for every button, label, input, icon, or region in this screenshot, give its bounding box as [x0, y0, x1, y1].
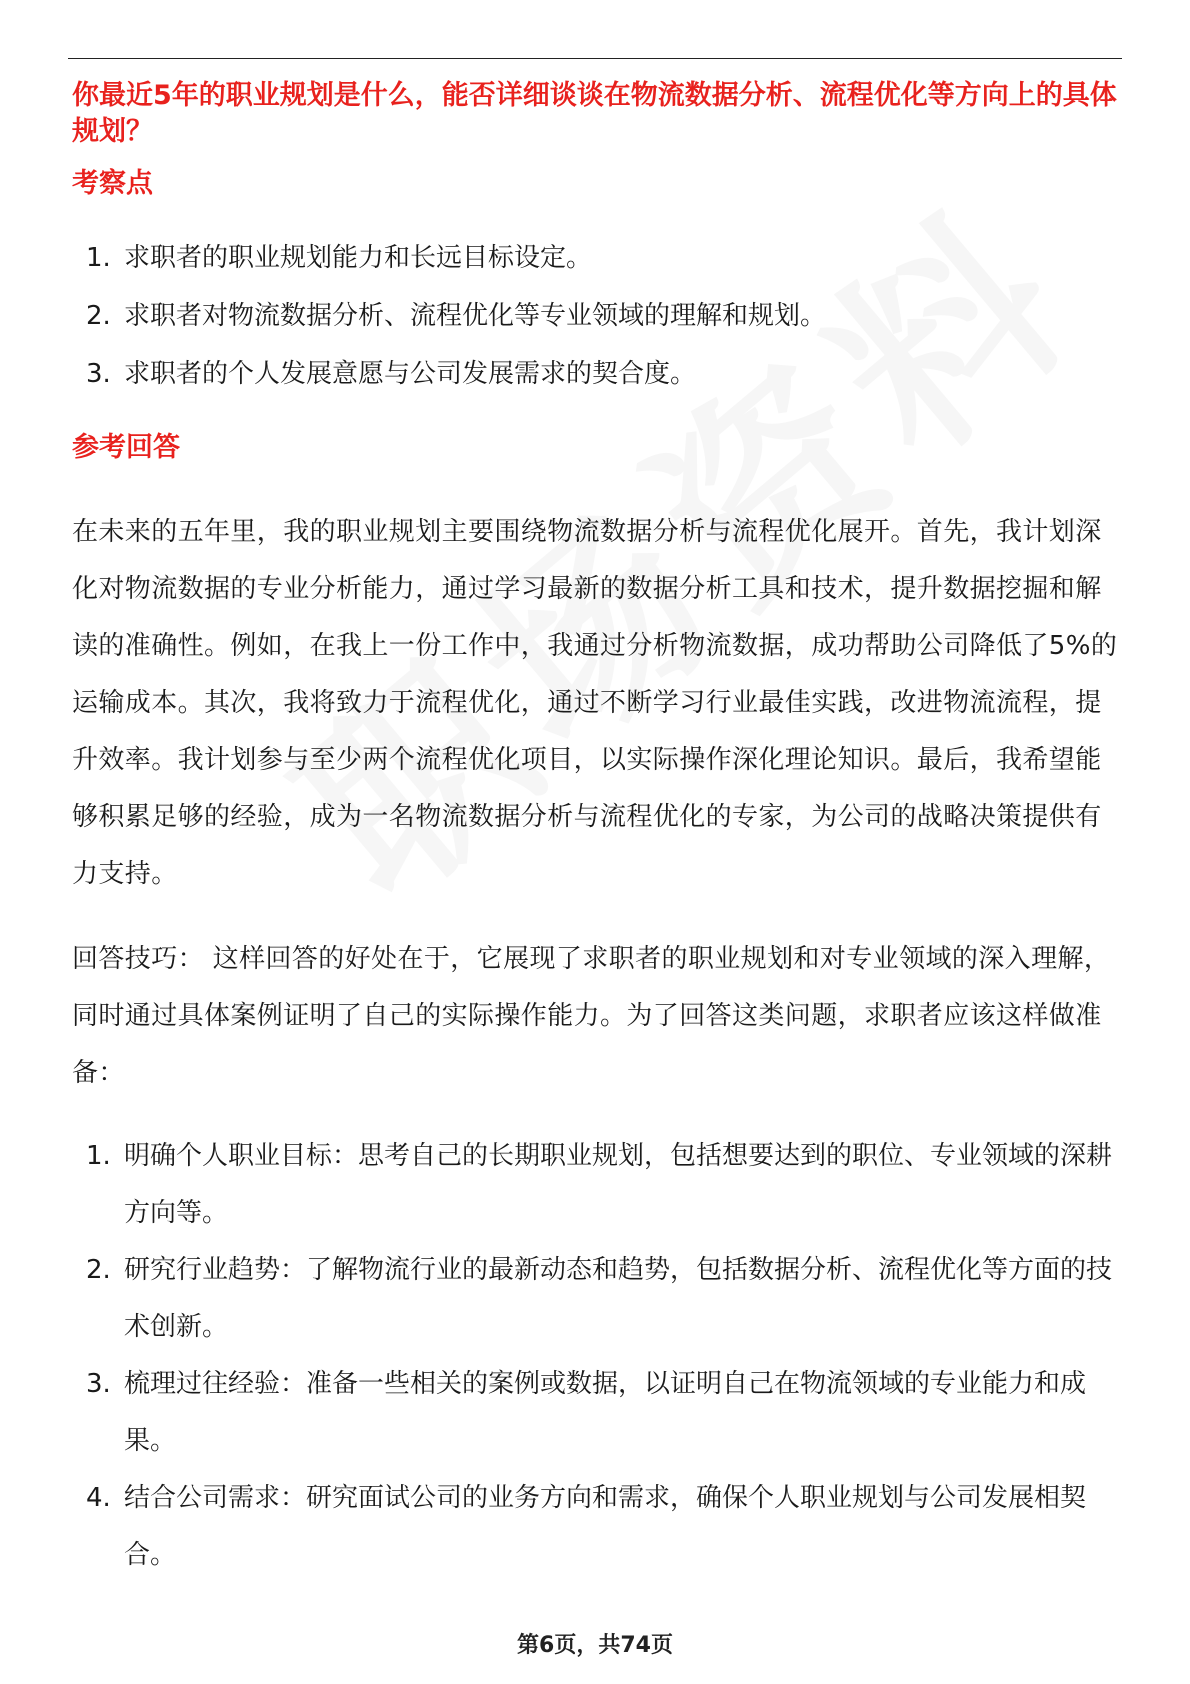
tips-item-number: 3. [86, 1369, 111, 1399]
page-content [72, 78, 1118, 1584]
tips-item-text: 明确个人职业目标：思考自己的长期职业规划，包括想要达到的职位、专业领域的深耕方向等。 [124, 1141, 1113, 1228]
tips-item [72, 1356, 1118, 1470]
kaocha-item [72, 296, 1118, 336]
question-title: 你最近5年的职业规划是什么，能否详细谈谈在物流数据分析、流程优化等方向上的具体规划？ [72, 80, 1117, 147]
reference-answer: 在未来的五年里，我的职业规划主要围绕物流数据分析与流程优化展开。首先，我计划深化对物流数据的专业分析能力，通过学习最新的数据分析工具和技术，提升数据挖掘和解读的准确性。例如，在我上一份工作中，我通过分析物流数据，成功帮助公司降低了5%的运输成本。其次，我将致力于流程优化，通过不断学习行业最佳实践，改进物流流程，提升效率。我计划参与至少两个流程优化项目，以实际操作深化理论知识。最后，我希望能够积累足够的经验，成为一名物流数据分析与流程优化的专家，为公司的战略决策提供有力支持。 [72, 517, 1118, 889]
kaocha-item [72, 238, 1118, 278]
kaocha-item-text: 求职者对物流数据分析、流程优化等专业领域的理解和规划。 [124, 301, 827, 331]
tips-item-number: 1. [86, 1141, 111, 1171]
tips-item [72, 1128, 1118, 1242]
page-number: 第6页，共74页 [517, 1633, 673, 1658]
tips-item-number: 4. [86, 1483, 111, 1513]
kaocha-heading: 考察点 [72, 168, 153, 199]
tips-item-text: 梳理过往经验：准备一些相关的案例或数据，以证明自己在物流领域的专业能力和成果。 [124, 1369, 1087, 1456]
kaocha-item [72, 354, 1118, 394]
kaocha-item-text: 求职者的职业规划能力和长远目标设定。 [124, 243, 593, 273]
kaocha-item-number: 3. [86, 359, 111, 389]
kaocha-item-number: 1. [86, 243, 111, 273]
kaocha-item-text: 求职者的个人发展意愿与公司发展需求的契合度。 [124, 359, 697, 389]
tips-list [72, 1128, 1118, 1584]
kaocha-item-number: 2. [86, 301, 111, 331]
top-divider [68, 58, 1122, 59]
answer-tips-intro: 回答技巧： 这样回答的好处在于，它展现了求职者的职业规划和对专业领域的深入理解，同时通过具体案例证明了自己的实际操作能力。为了回答这类问题，求职者应该这样做准备： [72, 944, 1111, 1088]
tips-item-text: 研究行业趋势：了解物流行业的最新动态和趋势，包括数据分析、流程优化等方面的技术创新。 [124, 1255, 1113, 1342]
cankao-heading: 参考回答 [72, 432, 180, 463]
tips-item-text: 结合公司需求：研究面试公司的业务方向和需求，确保个人职业规划与公司发展相契合。 [124, 1483, 1087, 1570]
kaocha-list [72, 238, 1118, 394]
tips-item [72, 1242, 1118, 1356]
tips-item [72, 1470, 1118, 1584]
tips-item-number: 2. [86, 1255, 111, 1285]
